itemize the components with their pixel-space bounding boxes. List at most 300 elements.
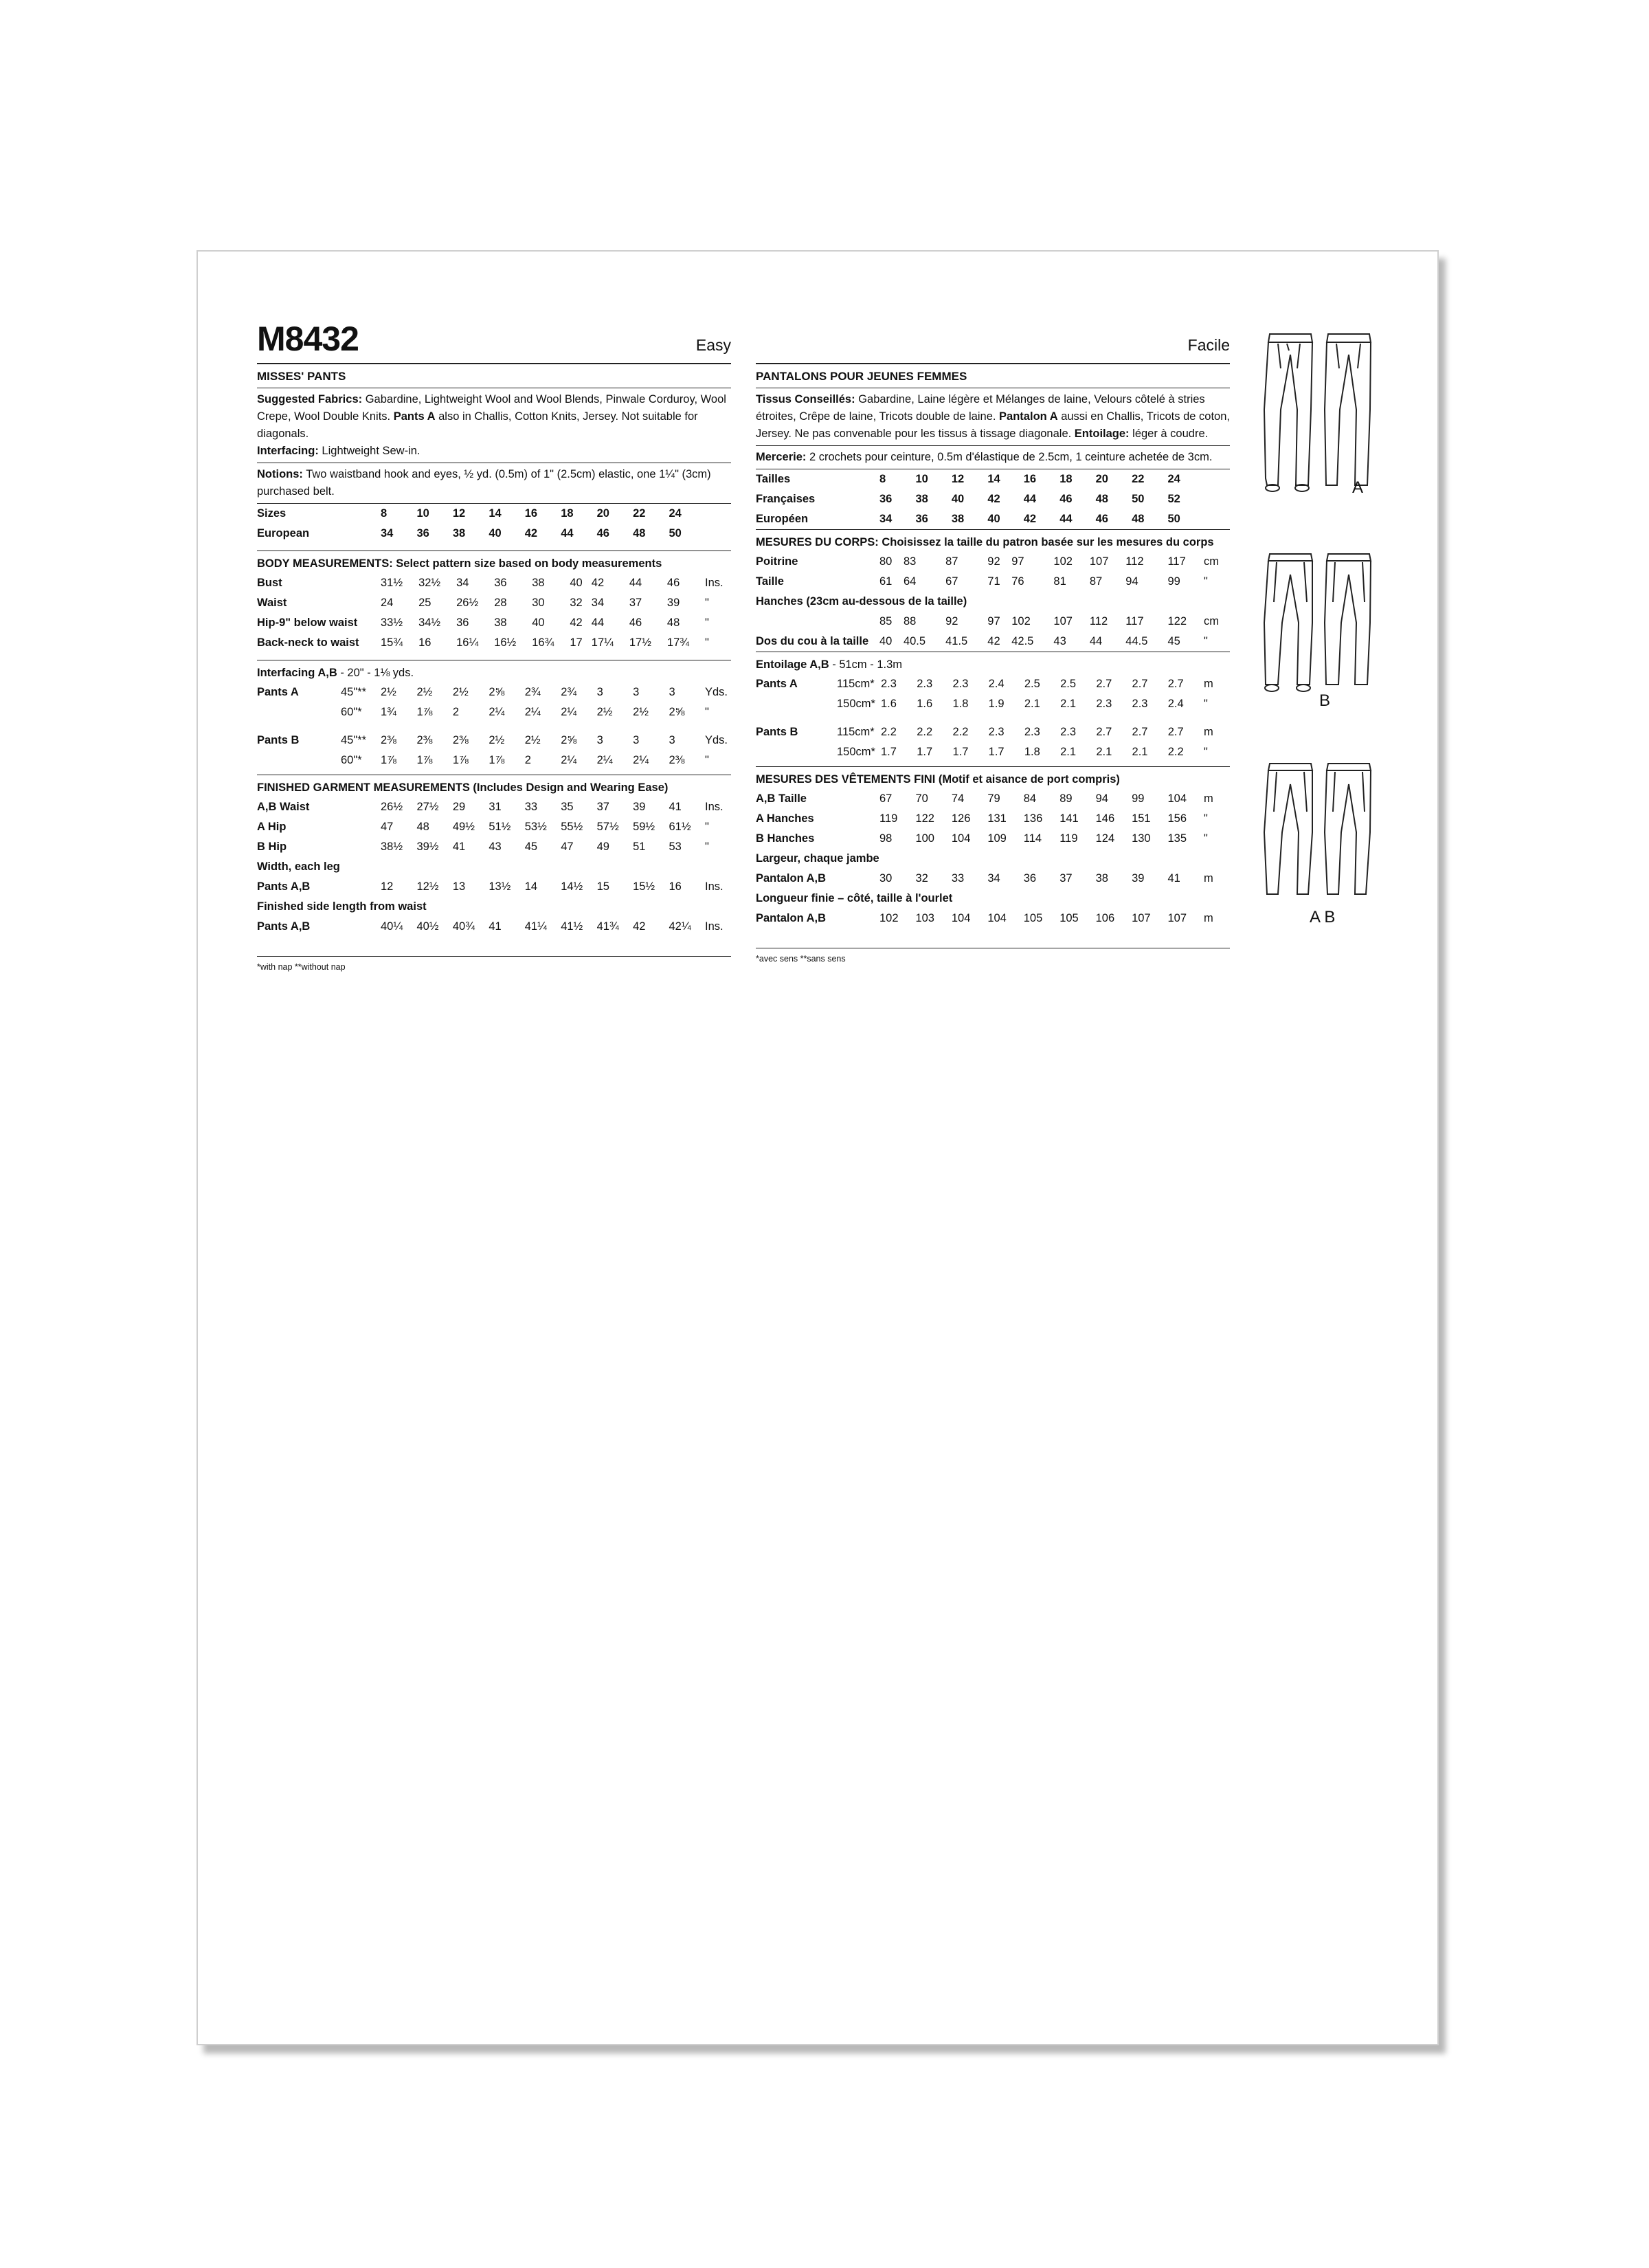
table-cell: cm bbox=[1204, 615, 1219, 627]
table-cell: Européen bbox=[756, 513, 809, 525]
table-cell: 31 bbox=[489, 801, 502, 813]
table-cell: 33 bbox=[524, 801, 538, 813]
table-cell: 45 bbox=[1167, 635, 1180, 647]
table-cell: 52 bbox=[1167, 493, 1180, 505]
table-cell: 44 bbox=[1023, 493, 1037, 505]
table-cell: 2¼ bbox=[561, 706, 577, 718]
table-cell: 1⅞ bbox=[416, 754, 433, 766]
table-cell: 48 bbox=[1095, 493, 1108, 505]
en-title: MISSES' PANTS bbox=[257, 364, 731, 388]
table-cell: 10 bbox=[416, 507, 429, 520]
en-size-table bbox=[257, 504, 731, 544]
fr-body-table bbox=[756, 552, 1230, 652]
table-cell: m bbox=[1204, 912, 1213, 924]
table-cell: 2⅝ bbox=[489, 686, 505, 698]
table-cell: 2⅜ bbox=[381, 734, 396, 746]
table-cell: European bbox=[257, 527, 310, 540]
table-cell: 2¼ bbox=[561, 754, 577, 766]
table-cell: " bbox=[1204, 832, 1208, 845]
table-cell: 146 bbox=[1095, 812, 1115, 825]
table-cell: 107 bbox=[1089, 555, 1109, 568]
table-cell: 2.2 bbox=[917, 726, 933, 738]
table-cell: 104 bbox=[1167, 792, 1187, 805]
table-cell: 109 bbox=[987, 832, 1007, 845]
table-cell: 14 bbox=[987, 473, 1000, 485]
table-cell: 115cm* bbox=[837, 726, 875, 738]
table-cell: " bbox=[705, 754, 709, 766]
table-cell: 1.6 bbox=[881, 698, 897, 710]
en-notions bbox=[257, 463, 731, 503]
table-row bbox=[756, 789, 1230, 809]
table-cell: 39½ bbox=[416, 841, 439, 853]
table-cell: " bbox=[1204, 812, 1208, 825]
table-cell: 141 bbox=[1059, 812, 1079, 825]
table-cell: 47 bbox=[561, 841, 574, 853]
difficulty-level: Easy bbox=[695, 336, 731, 354]
table-cell: 1¾ bbox=[381, 706, 396, 718]
table-cell: 2.2 bbox=[881, 726, 897, 738]
fr-header bbox=[756, 320, 1230, 364]
table-cell: 1.7 bbox=[988, 746, 1005, 758]
table-cell: 2¼ bbox=[633, 754, 649, 766]
table-cell: 53 bbox=[669, 841, 682, 853]
fabrics-text2-fr: aussi en Challis, Tricots de coton, Jersey. Ne pas convenable pour les tissus à tissage diagonale. bbox=[756, 410, 1230, 440]
table-cell: 28 bbox=[494, 597, 507, 609]
table-cell bbox=[705, 524, 731, 544]
table-row bbox=[756, 809, 1230, 829]
table-cell: 48 bbox=[1132, 513, 1145, 525]
table-cell: Françaises bbox=[756, 493, 816, 505]
table-cell: 104 bbox=[951, 832, 971, 845]
table-cell: 114 bbox=[1023, 832, 1042, 845]
french-column bbox=[756, 320, 1230, 965]
table-row bbox=[257, 817, 731, 837]
table-cell: 29 bbox=[452, 801, 466, 813]
table-cell: 41¾ bbox=[596, 920, 619, 933]
table-cell: 1.9 bbox=[988, 698, 1005, 710]
table-cell: 122 bbox=[1167, 615, 1187, 627]
table-cell: 41.5 bbox=[945, 635, 968, 647]
table-cell: 2½ bbox=[633, 706, 649, 718]
table-cell: 22 bbox=[1132, 473, 1145, 485]
table-cell: 13 bbox=[452, 880, 466, 893]
table-cell: 40¼ bbox=[381, 920, 403, 933]
table-row bbox=[756, 612, 1230, 632]
table-cell: 59½ bbox=[633, 821, 655, 833]
table-cell: 32½ bbox=[418, 577, 441, 589]
table-cell: 34 bbox=[456, 577, 469, 589]
table-cell: 8 bbox=[879, 473, 886, 485]
interfacing-label-fr: Entoilage: bbox=[1074, 427, 1130, 440]
table-cell: 102 bbox=[879, 912, 899, 924]
table-cell: 131 bbox=[987, 812, 1007, 825]
table-cell: 42 bbox=[570, 616, 583, 629]
table-cell: 45"** bbox=[341, 686, 367, 698]
table-cell: 32 bbox=[570, 597, 583, 609]
table-cell: B Hanches bbox=[756, 832, 815, 845]
table-row bbox=[756, 869, 1230, 889]
table-cell: 40.5 bbox=[903, 635, 926, 647]
table-cell: 36 bbox=[416, 527, 429, 540]
table-cell: Yds. bbox=[705, 686, 728, 698]
table-cell: 40½ bbox=[416, 920, 439, 933]
table-cell: 53½ bbox=[524, 821, 547, 833]
table-cell: 42 bbox=[591, 577, 605, 589]
table-cell: 40 bbox=[532, 616, 545, 629]
table-cell bbox=[756, 742, 837, 762]
table-cell: 74 bbox=[951, 792, 965, 805]
table-cell: 124 bbox=[1095, 832, 1115, 845]
table-cell: 76 bbox=[1011, 575, 1024, 588]
view-label-ab: A B bbox=[1310, 908, 1336, 926]
section-subheading: Width, each leg bbox=[257, 860, 340, 873]
table-cell: 41 bbox=[1167, 872, 1180, 885]
table-cell: 2 bbox=[524, 754, 531, 766]
table-row bbox=[756, 722, 1230, 742]
table-row bbox=[756, 469, 1230, 489]
table-cell: 2⅜ bbox=[669, 754, 685, 766]
view-ab-illustration bbox=[1256, 757, 1387, 922]
table-cell: 45 bbox=[524, 841, 538, 853]
table-cell: 94 bbox=[1125, 575, 1138, 588]
section-subheading: Longueur finie – côté, taille à l'ourlet bbox=[756, 892, 953, 904]
table-cell: 104 bbox=[987, 912, 1007, 924]
table-cell: 31½ bbox=[381, 577, 403, 589]
fr-finished-heading: MESURES DES VÊTEMENTS FINI (Motif et aisance de port compris) bbox=[756, 773, 1120, 786]
table-row bbox=[257, 524, 731, 544]
table-cell: 61 bbox=[879, 575, 893, 588]
table-cell: 36 bbox=[494, 577, 507, 589]
table-row bbox=[756, 572, 1230, 592]
table-cell: 42 bbox=[987, 493, 1000, 505]
notions-text-fr: 2 crochets pour ceinture, 0.5m d'élastique de 2.5cm, 1 ceinture achetée de 3cm. bbox=[806, 451, 1213, 463]
table-cell: 46 bbox=[596, 527, 609, 540]
table-cell: 3 bbox=[596, 734, 603, 746]
table-cell: 3 bbox=[669, 734, 675, 746]
table-cell: Pantalon A,B bbox=[756, 872, 827, 885]
table-row bbox=[756, 489, 1230, 509]
fabrics-text: Gabardine, Lightweight Wool and Wool Blends, Pinwale Corduroy, Wool Crepe, Wool Double Knits. bbox=[257, 393, 726, 423]
table-row bbox=[257, 593, 731, 613]
table-cell: Poitrine bbox=[756, 555, 798, 568]
table-cell: " bbox=[1204, 575, 1208, 588]
table-cell: 36 bbox=[1023, 872, 1037, 885]
table-row bbox=[756, 829, 1230, 849]
table-row bbox=[756, 674, 1230, 694]
table-cell: 16½ bbox=[494, 636, 517, 649]
table-cell: 51½ bbox=[489, 821, 511, 833]
table-cell: 2.1 bbox=[1132, 746, 1148, 758]
table-cell: 44 bbox=[591, 616, 605, 629]
en-interfacing-heading: Interfacing A,B - 20" - 1⅛ yds. bbox=[257, 667, 414, 679]
table-cell: 67 bbox=[945, 575, 958, 588]
table-cell: cm bbox=[1204, 555, 1219, 568]
table-cell: 20 bbox=[596, 507, 609, 520]
table-row bbox=[756, 632, 1230, 652]
table-cell: 38 bbox=[494, 616, 507, 629]
table-cell: 60"* bbox=[341, 754, 362, 766]
table-cell: 1⅞ bbox=[416, 706, 433, 718]
table-row bbox=[756, 509, 1230, 529]
interfacing-text-fr: léger à coudre. bbox=[1129, 427, 1209, 440]
table-row bbox=[756, 909, 1230, 929]
table-cell: 32 bbox=[915, 872, 928, 885]
table-cell bbox=[705, 504, 731, 524]
table-cell: 117 bbox=[1125, 615, 1144, 627]
table-cell: 44.5 bbox=[1125, 635, 1148, 647]
table-cell: 1.7 bbox=[952, 746, 969, 758]
table-cell: 38½ bbox=[381, 841, 403, 853]
table-cell: 30 bbox=[879, 872, 893, 885]
table-cell: Pants A,B bbox=[257, 880, 311, 893]
table-cell: 12½ bbox=[416, 880, 439, 893]
table-row bbox=[756, 552, 1230, 572]
fabrics-text2: also in Challis, Cotton Knits, Jersey. Not suitable for diagonals. bbox=[257, 410, 698, 440]
table-cell: 38 bbox=[532, 577, 545, 589]
table-row bbox=[756, 742, 1230, 762]
table-cell: 36 bbox=[915, 513, 928, 525]
table-cell: 61½ bbox=[669, 821, 691, 833]
table-cell: Ins. bbox=[705, 801, 723, 813]
table-cell: 13½ bbox=[489, 880, 511, 893]
table-cell: A,B Taille bbox=[756, 792, 807, 805]
table-cell: 37 bbox=[1059, 872, 1073, 885]
table-cell: m bbox=[1204, 726, 1213, 738]
table-cell: Pants B bbox=[257, 734, 300, 746]
table-cell: 2.3 bbox=[881, 678, 897, 690]
table-cell: 2.1 bbox=[1060, 698, 1077, 710]
table-row bbox=[257, 504, 731, 524]
table-cell: 34 bbox=[591, 597, 605, 609]
table-cell: 2.3 bbox=[917, 678, 933, 690]
table-cell: 2.5 bbox=[1024, 678, 1040, 690]
table-cell: 2¼ bbox=[489, 706, 505, 718]
table-cell: 41 bbox=[452, 841, 466, 853]
en-fabric-table bbox=[257, 682, 731, 770]
notions-text: Two waistband hook and eyes, ½ yd. (0.5m) of 1" (2.5cm) elastic, one 1¼" (3cm) purchased belt. bbox=[257, 468, 711, 498]
table-cell: 70 bbox=[915, 792, 928, 805]
table-cell: 112 bbox=[1125, 555, 1144, 568]
table-cell: Yds. bbox=[705, 734, 728, 746]
difficulty-level-fr: Facile bbox=[1187, 336, 1230, 354]
table-cell: 16 bbox=[669, 880, 682, 893]
table-cell: 99 bbox=[1167, 575, 1180, 588]
table-cell: 92 bbox=[945, 615, 958, 627]
en-fabrics bbox=[257, 388, 731, 463]
table-cell: 112 bbox=[1089, 615, 1108, 627]
en-finished-heading: FINISHED GARMENT MEASUREMENTS (Includes Design and Wearing Ease) bbox=[257, 781, 669, 794]
table-cell: Back-neck to waist bbox=[257, 636, 359, 649]
table-cell: 1⅞ bbox=[452, 754, 469, 766]
table-cell: 16 bbox=[1023, 473, 1037, 485]
table-cell: 150cm* bbox=[837, 746, 875, 758]
table-cell: 2½ bbox=[524, 734, 541, 746]
table-cell: 41½ bbox=[561, 920, 583, 933]
table-cell: 80 bbox=[879, 555, 893, 568]
table-cell: 34 bbox=[879, 513, 893, 525]
table-row bbox=[257, 797, 731, 817]
table-cell: 2½ bbox=[452, 686, 469, 698]
table-cell: 2⅝ bbox=[561, 734, 577, 746]
table-cell: 107 bbox=[1167, 912, 1187, 924]
table-cell bbox=[1204, 489, 1230, 509]
table-cell: " bbox=[705, 821, 709, 833]
table-cell: 44 bbox=[561, 527, 574, 540]
table-cell: 105 bbox=[1023, 912, 1043, 924]
table-row bbox=[257, 731, 731, 751]
table-cell: 84 bbox=[1023, 792, 1037, 805]
table-cell: 2¼ bbox=[524, 706, 541, 718]
hip-heading: Hanches (23cm au-dessous de la taille) bbox=[756, 595, 967, 608]
table-cell: 2¾ bbox=[561, 686, 577, 698]
table-cell bbox=[756, 694, 837, 714]
pattern-code: M8432 bbox=[257, 320, 359, 358]
fr-notions bbox=[756, 446, 1230, 469]
table-cell: 15½ bbox=[633, 880, 655, 893]
table-cell: 2.3 bbox=[988, 726, 1005, 738]
table-cell: 2⅜ bbox=[416, 734, 433, 746]
table-cell: B Hip bbox=[257, 841, 287, 853]
table-cell: 37 bbox=[596, 801, 609, 813]
table-cell: 117 bbox=[1167, 555, 1186, 568]
table-cell: 2 bbox=[452, 706, 460, 718]
table-cell: 34 bbox=[381, 527, 394, 540]
table-cell: A,B Waist bbox=[257, 801, 310, 813]
table-cell: 115cm* bbox=[837, 678, 875, 690]
table-cell: 39 bbox=[666, 597, 680, 609]
table-cell: 97 bbox=[987, 615, 1000, 627]
table-cell: Hip-9" below waist bbox=[257, 616, 358, 629]
table-cell: " bbox=[705, 706, 709, 718]
table-cell: 47 bbox=[381, 821, 394, 833]
table-cell: 50 bbox=[1132, 493, 1145, 505]
table-cell: 2.1 bbox=[1024, 698, 1040, 710]
table-cell: 107 bbox=[1132, 912, 1151, 924]
table-cell: 12 bbox=[951, 473, 965, 485]
table-cell: " bbox=[1204, 746, 1208, 758]
table-cell: " bbox=[705, 636, 709, 649]
table-cell: 38 bbox=[951, 513, 965, 525]
table-cell: Bust bbox=[257, 577, 282, 589]
table-cell: 89 bbox=[1059, 792, 1073, 805]
table-cell: 16¼ bbox=[456, 636, 479, 649]
table-cell: 2.3 bbox=[1024, 726, 1040, 738]
table-cell: 42 bbox=[987, 635, 1000, 647]
table-cell: 15¾ bbox=[381, 636, 403, 649]
table-cell: 24 bbox=[381, 597, 394, 609]
table-cell: 43 bbox=[489, 841, 502, 853]
table-cell: " bbox=[1204, 635, 1208, 647]
table-cell: 2¼ bbox=[596, 754, 613, 766]
table-cell: 33½ bbox=[381, 616, 403, 629]
fr-fabrics bbox=[756, 388, 1230, 445]
view-b-illustration bbox=[1256, 547, 1387, 712]
table-cell: 44 bbox=[629, 577, 642, 589]
table-cell: 150cm* bbox=[837, 698, 875, 710]
table-cell: 2.1 bbox=[1096, 746, 1112, 758]
table-cell: 3 bbox=[633, 734, 640, 746]
fr-footnote: *avec sens **sans sens bbox=[756, 954, 846, 964]
table-cell: Dos du cou à la taille bbox=[756, 635, 869, 647]
table-cell: 122 bbox=[915, 812, 934, 825]
section-subheading: Largeur, chaque jambe bbox=[756, 852, 879, 865]
fabrics-label: Suggested Fabrics: bbox=[257, 393, 363, 405]
interfacing-text: Lightweight Sew-in. bbox=[318, 445, 420, 457]
table-cell: 2¾ bbox=[524, 686, 541, 698]
table-cell: 34 bbox=[987, 872, 1000, 885]
table-cell: 37 bbox=[629, 597, 642, 609]
table-cell: Pants B bbox=[756, 726, 798, 738]
table-cell: 20 bbox=[1095, 473, 1108, 485]
table-cell: 46 bbox=[1095, 513, 1108, 525]
table-cell: 40 bbox=[951, 493, 965, 505]
table-cell: 44 bbox=[1059, 513, 1073, 525]
table-row bbox=[257, 751, 731, 770]
table-cell: 40 bbox=[489, 527, 502, 540]
table-cell: 15 bbox=[596, 880, 609, 893]
table-row bbox=[257, 917, 731, 937]
table-cell: 41¼ bbox=[524, 920, 547, 933]
table-cell: 34½ bbox=[418, 616, 441, 629]
table-cell: 1.7 bbox=[917, 746, 933, 758]
table-cell: 2½ bbox=[381, 686, 396, 698]
table-cell: 102 bbox=[1011, 615, 1031, 627]
table-cell: 2½ bbox=[489, 734, 505, 746]
table-cell: 64 bbox=[903, 575, 917, 588]
table-row bbox=[756, 694, 1230, 714]
table-cell: 18 bbox=[561, 507, 574, 520]
table-cell: 14½ bbox=[561, 880, 583, 893]
table-row bbox=[257, 573, 731, 593]
en-header bbox=[257, 320, 731, 364]
table-cell: 42.5 bbox=[1011, 635, 1034, 647]
table-cell: 38 bbox=[452, 527, 466, 540]
table-cell: 2.7 bbox=[1132, 726, 1148, 738]
table-cell: 40¾ bbox=[452, 920, 475, 933]
table-cell: 135 bbox=[1167, 832, 1187, 845]
table-cell: 3 bbox=[669, 686, 675, 698]
table-cell: 100 bbox=[915, 832, 934, 845]
table-cell: 43 bbox=[1053, 635, 1066, 647]
table-cell: 2.3 bbox=[1132, 698, 1148, 710]
table-cell: 156 bbox=[1167, 812, 1187, 825]
fabrics-label-fr: Tissus Conseillés: bbox=[756, 393, 855, 405]
table-cell: 2.3 bbox=[1060, 726, 1077, 738]
table-cell: 2.1 bbox=[1060, 746, 1077, 758]
table-cell: 16 bbox=[418, 636, 431, 649]
table-cell: 98 bbox=[879, 832, 893, 845]
table-cell: 2.4 bbox=[1167, 698, 1184, 710]
table-cell: 14 bbox=[524, 880, 538, 893]
fr-size-table bbox=[756, 469, 1230, 529]
table-cell: 18 bbox=[1059, 473, 1073, 485]
table-cell: m bbox=[1204, 792, 1213, 805]
table-cell: 17¼ bbox=[591, 636, 614, 649]
table-cell: A Hip bbox=[257, 821, 287, 833]
table-cell: 35 bbox=[561, 801, 574, 813]
table-cell: 25 bbox=[418, 597, 431, 609]
table-cell: Pantalon A,B bbox=[756, 912, 827, 924]
table-cell: 42 bbox=[524, 527, 538, 540]
table-cell: 107 bbox=[1053, 615, 1073, 627]
table-cell: 16 bbox=[524, 507, 538, 520]
table-cell: 17¾ bbox=[666, 636, 690, 649]
table-cell: 151 bbox=[1132, 812, 1151, 825]
table-cell: 136 bbox=[1023, 812, 1043, 825]
table-cell: Ins. bbox=[705, 880, 723, 893]
en-footnote: *with nap **without nap bbox=[257, 962, 346, 972]
fabrics-text-fr: Gabardine, Laine légère et Mélanges de laine, Velours côtelé à stries étroites, Crêpe de laine, Tricots double de laine. bbox=[756, 393, 1205, 423]
